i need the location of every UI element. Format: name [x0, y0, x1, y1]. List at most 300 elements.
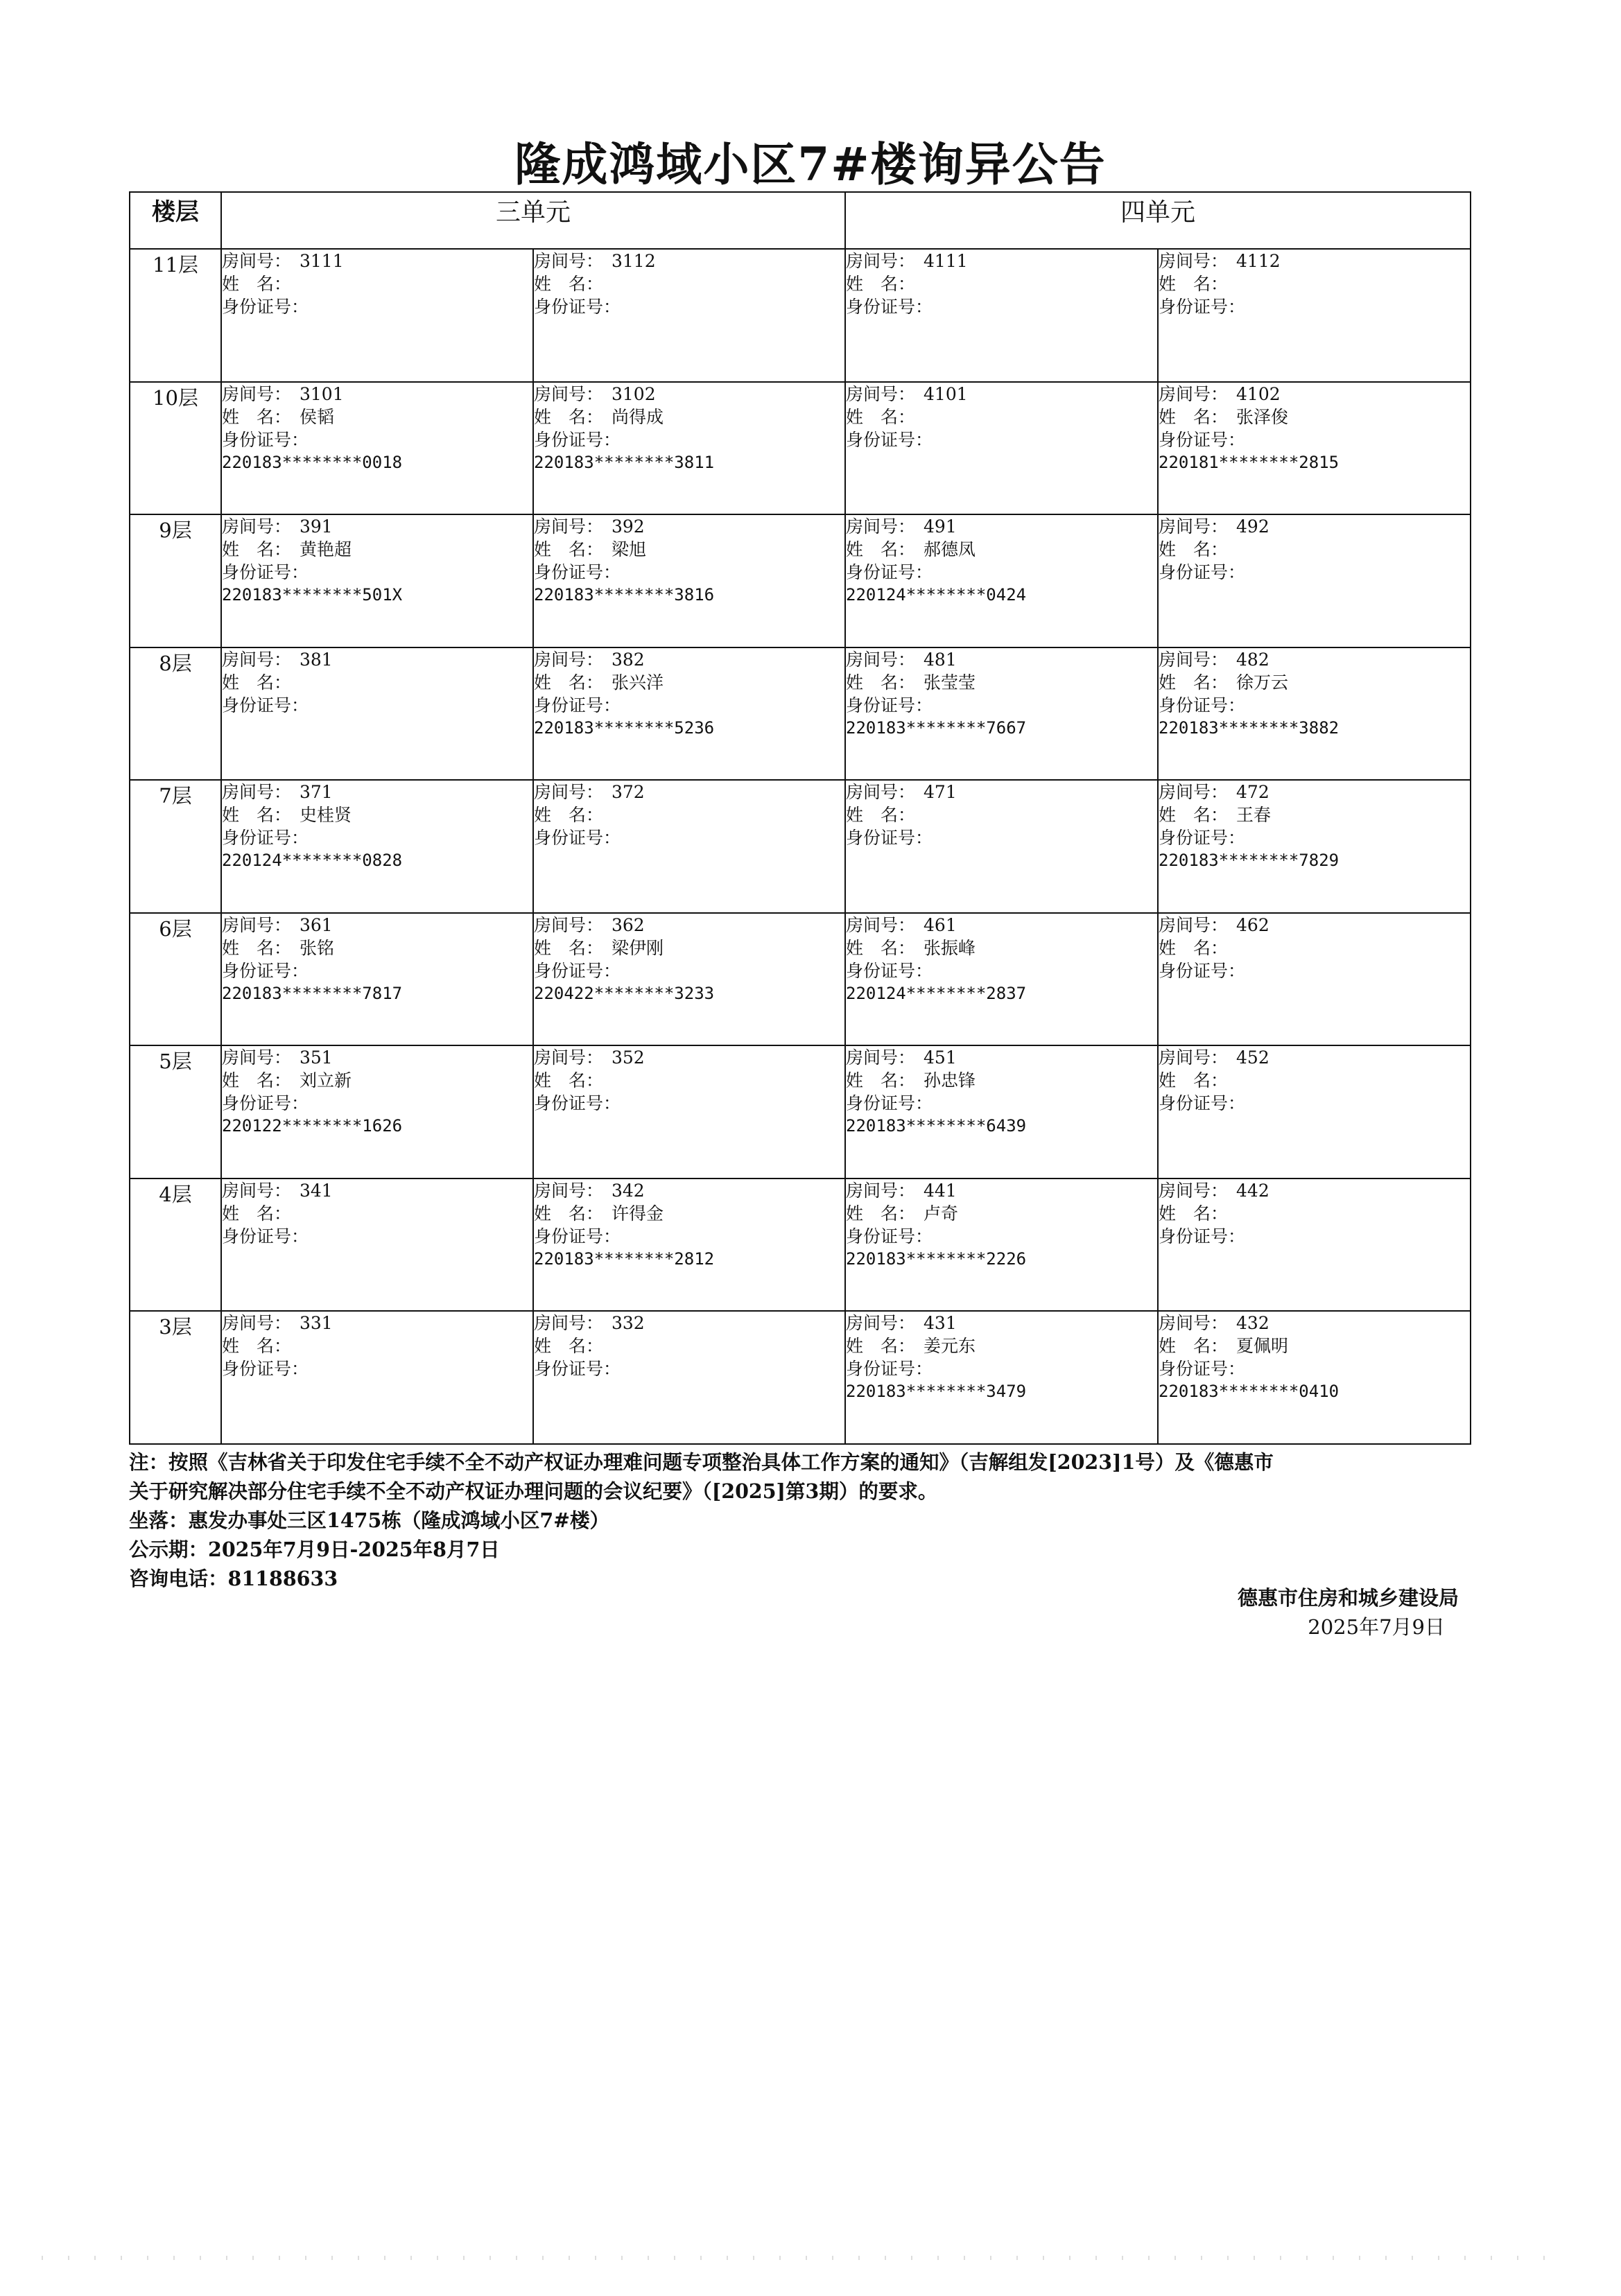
room-cell — [1158, 913, 1471, 1046]
id-number: 220183********7667 — [846, 718, 1027, 738]
room-number-value: 331 — [300, 1313, 333, 1333]
owner-name-value: 张振峰 — [924, 937, 976, 958]
owner-name-label: 姓 名： — [846, 672, 916, 693]
id-label: 身份证号： — [846, 429, 933, 450]
owner-name-value: 姜元东 — [924, 1336, 976, 1356]
room-number-label: 房间号： — [1159, 383, 1229, 404]
room-number-label: 房间号： — [534, 1180, 604, 1201]
owner-name-label: 姓 名： — [222, 805, 292, 825]
id-label: 身份证号： — [534, 1226, 621, 1246]
room-cell — [221, 249, 533, 382]
floor-label: 5层 — [130, 1045, 221, 1179]
room-cell — [1158, 249, 1471, 382]
owner-name-label: 姓 名： — [534, 539, 604, 559]
owner-name-label: 姓 名： — [1159, 937, 1229, 958]
room-cell — [533, 780, 845, 913]
id-label: 身份证号： — [222, 828, 309, 848]
owner-name-label: 姓 名： — [534, 805, 604, 825]
room-number-line — [534, 648, 844, 671]
owner-name-value: 梁旭 — [612, 539, 647, 559]
owner-name-line — [222, 538, 532, 561]
room-cell — [845, 1179, 1158, 1312]
owner-name-label: 姓 名： — [222, 406, 292, 427]
id-number: 220183********3816 — [534, 585, 715, 605]
id-label: 身份证号： — [534, 297, 621, 317]
owner-name-line — [846, 406, 1157, 428]
room-cell — [845, 780, 1158, 913]
room-cell — [221, 1045, 533, 1179]
room-number-line — [1159, 515, 1470, 538]
table-row — [130, 1045, 1471, 1179]
id-label: 身份证号： — [846, 695, 933, 715]
room-cell — [1158, 514, 1471, 647]
id-number: 220183********0410 — [1159, 1382, 1340, 1401]
room-number-value: 371 — [300, 782, 333, 802]
room-number-line — [222, 515, 532, 538]
room-number-label: 房间号： — [846, 1180, 916, 1201]
owner-name-line — [534, 937, 844, 959]
owner-name-line — [1159, 406, 1470, 428]
id-number: 220183********3882 — [1159, 718, 1340, 738]
room-number-line — [222, 781, 532, 803]
issue-date: 2025年7月9日 — [1308, 1615, 1445, 1639]
room-number-line — [534, 250, 844, 272]
owner-name-value: 孙忠锋 — [924, 1070, 976, 1090]
room-number-line — [846, 914, 1157, 937]
room-number-value: 352 — [612, 1047, 645, 1068]
room-number-label: 房间号： — [846, 516, 916, 537]
room-number-value: 362 — [612, 914, 645, 935]
room-number-line — [1159, 1312, 1470, 1334]
owner-name-value: 梁伊刚 — [612, 937, 664, 958]
owner-name-label: 姓 名： — [222, 672, 292, 693]
id-number: 220183********2812 — [534, 1249, 715, 1269]
notes-block — [129, 1447, 1474, 1593]
room-cell — [845, 1045, 1158, 1179]
room-cell — [533, 249, 845, 382]
owner-name-line — [846, 272, 1157, 295]
id-label: 身份证号： — [534, 828, 621, 848]
owner-name-value: 黄艳超 — [300, 539, 352, 559]
owner-name-label: 姓 名： — [846, 274, 916, 294]
room-number-line — [222, 1312, 532, 1334]
id-label: 身份证号： — [846, 297, 933, 317]
room-number-value: 481 — [924, 649, 957, 670]
table-row — [130, 1311, 1471, 1444]
owner-name-label: 姓 名： — [534, 1203, 604, 1224]
room-number-label: 房间号： — [1159, 649, 1229, 670]
id-number: 220183********7817 — [222, 983, 403, 1003]
id-label: 身份证号： — [222, 1226, 309, 1246]
room-number-value: 361 — [300, 914, 333, 935]
owner-name-line — [222, 272, 532, 295]
room-cell — [845, 514, 1158, 647]
owner-name-value: 侯韬 — [300, 406, 335, 427]
room-number-value: 472 — [1236, 782, 1269, 802]
room-number-value: 452 — [1236, 1047, 1269, 1068]
id-label: 身份证号： — [1159, 695, 1246, 715]
period-line: 公示期：2025年7月9日-2025年8月7日 — [129, 1538, 500, 1561]
id-label: 身份证号： — [222, 562, 309, 582]
owner-name-value: 史桂贤 — [300, 805, 352, 825]
room-number-label: 房间号： — [534, 782, 604, 802]
room-number-label: 房间号： — [534, 251, 604, 271]
room-number-label: 房间号： — [534, 1047, 604, 1068]
table-row — [130, 514, 1471, 647]
room-cell — [221, 514, 533, 647]
page-title: 隆成鸿域小区7#楼询异公告 — [514, 137, 1107, 191]
id-label: 身份证号： — [222, 960, 309, 981]
room-cell — [221, 647, 533, 781]
room-number-label: 房间号： — [846, 649, 916, 670]
room-number-value: 342 — [612, 1180, 645, 1201]
room-number-line — [846, 383, 1157, 406]
owner-name-line — [222, 937, 532, 959]
owner-name-label: 姓 名： — [222, 1203, 292, 1224]
room-number-value: 4111 — [924, 251, 968, 271]
room-cell — [533, 1311, 845, 1444]
owner-name-value: 卢奇 — [924, 1203, 959, 1224]
owner-name-label: 姓 名： — [222, 539, 292, 559]
owner-name-label: 姓 名： — [1159, 274, 1229, 294]
owner-name-line — [1159, 803, 1470, 826]
owner-name-line — [846, 937, 1157, 959]
owner-name-label: 姓 名： — [534, 937, 604, 958]
room-number-label: 房间号： — [1159, 516, 1229, 537]
room-number-line — [1159, 383, 1470, 406]
owner-name-label: 姓 名： — [1159, 672, 1229, 693]
id-number: 220181********2815 — [1159, 452, 1340, 472]
id-label: 身份证号： — [534, 1093, 621, 1113]
room-number-label: 房间号： — [846, 251, 916, 271]
floor-label: 8层 — [130, 647, 221, 781]
owner-name-line — [534, 272, 844, 295]
room-cell — [221, 1311, 533, 1444]
id-label: 身份证号： — [222, 297, 309, 317]
id-number: 220183********7829 — [1159, 851, 1340, 870]
room-number-value: 332 — [612, 1313, 645, 1333]
issuing-organization: 德惠市住房和城乡建设局 — [1237, 1586, 1459, 1610]
room-cell — [1158, 382, 1471, 515]
room-cell — [533, 913, 845, 1046]
id-number: 220422********3233 — [534, 983, 715, 1003]
room-number-label: 房间号： — [846, 782, 916, 802]
owner-name-label: 姓 名： — [222, 1070, 292, 1090]
room-number-value: 442 — [1236, 1180, 1269, 1201]
id-label: 身份证号： — [534, 429, 621, 450]
owner-name-value: 张铭 — [300, 937, 335, 958]
id-label: 身份证号： — [846, 828, 933, 848]
room-number-label: 房间号： — [1159, 251, 1229, 271]
owner-name-label: 姓 名： — [1159, 1070, 1229, 1090]
room-number-line — [222, 914, 532, 937]
owner-name-label: 姓 名： — [1159, 539, 1229, 559]
room-number-line — [534, 383, 844, 406]
owner-name-line — [846, 1202, 1157, 1225]
id-label: 身份证号： — [534, 695, 621, 715]
owner-name-line — [222, 406, 532, 428]
owner-name-label: 姓 名： — [534, 672, 604, 693]
room-number-value: 492 — [1236, 516, 1269, 537]
owner-name-label: 姓 名： — [222, 1336, 292, 1356]
owner-name-label: 姓 名： — [534, 274, 604, 294]
owner-name-label: 姓 名： — [534, 1336, 604, 1356]
room-table — [129, 191, 1471, 1445]
owner-name-line — [1159, 937, 1470, 959]
owner-name-label: 姓 名： — [1159, 1336, 1229, 1356]
room-number-value: 382 — [612, 649, 645, 670]
room-number-value: 392 — [612, 516, 645, 537]
unit4-header: 四单元 — [845, 192, 1471, 249]
id-number: 220183********3479 — [846, 1382, 1027, 1401]
room-cell — [221, 780, 533, 913]
owner-name-line — [222, 1334, 532, 1357]
room-number-value: 372 — [612, 782, 645, 802]
floor-label: 10层 — [130, 382, 221, 515]
id-label: 身份证号： — [1159, 828, 1246, 848]
room-number-value: 431 — [924, 1313, 957, 1333]
room-number-label: 房间号： — [534, 516, 604, 537]
owner-name-label: 姓 名： — [846, 937, 916, 958]
id-label: 身份证号： — [1159, 1093, 1246, 1113]
owner-name-value: 徐万云 — [1236, 672, 1289, 693]
id-label: 身份证号： — [846, 1226, 933, 1246]
table-row — [130, 249, 1471, 382]
owner-name-label: 姓 名： — [1159, 805, 1229, 825]
room-number-line — [1159, 1179, 1470, 1202]
id-number: 220183********3811 — [534, 452, 715, 472]
room-number-line — [222, 648, 532, 671]
room-number-line — [846, 1179, 1157, 1202]
id-number: 220183********0018 — [222, 452, 403, 472]
room-number-value: 471 — [924, 782, 957, 802]
owner-name-value: 张泽俊 — [1236, 406, 1289, 427]
owner-name-label: 姓 名： — [846, 1070, 916, 1090]
room-number-value: 441 — [924, 1180, 957, 1201]
id-label: 身份证号： — [534, 562, 621, 582]
owner-name-line — [534, 1334, 844, 1357]
scan-artifact-line — [42, 2256, 1567, 2260]
owner-name-label: 姓 名： — [1159, 1203, 1229, 1224]
room-cell — [533, 382, 845, 515]
owner-name-line — [534, 1202, 844, 1225]
room-number-value: 4102 — [1236, 383, 1281, 404]
id-number: 220124********0828 — [222, 851, 403, 870]
owner-name-line — [1159, 1202, 1470, 1225]
room-number-label: 房间号： — [846, 1047, 916, 1068]
id-label: 身份证号： — [1159, 960, 1246, 981]
room-number-label: 房间号： — [222, 251, 292, 271]
room-number-value: 3112 — [612, 251, 656, 271]
unit3-header: 三单元 — [221, 192, 845, 249]
room-number-label: 房间号： — [1159, 1180, 1229, 1201]
room-number-line — [1159, 1046, 1470, 1069]
room-cell — [221, 1179, 533, 1312]
owner-name-label: 姓 名： — [846, 1203, 916, 1224]
room-number-line — [1159, 250, 1470, 272]
room-number-label: 房间号： — [534, 1313, 604, 1333]
table-row — [130, 1179, 1471, 1312]
id-label: 身份证号： — [1159, 1226, 1246, 1246]
room-number-label: 房间号： — [534, 649, 604, 670]
owner-name-value: 许得金 — [612, 1203, 664, 1224]
room-number-line — [846, 1312, 1157, 1334]
room-cell — [1158, 1179, 1471, 1312]
owner-name-label: 姓 名： — [846, 1336, 916, 1356]
room-number-line — [1159, 648, 1470, 671]
owner-name-line — [846, 1069, 1157, 1092]
room-cell — [845, 249, 1158, 382]
id-number: 220183********2226 — [846, 1249, 1027, 1269]
room-number-label: 房间号： — [222, 782, 292, 802]
room-number-label: 房间号： — [1159, 1047, 1229, 1068]
room-number-line — [1159, 914, 1470, 937]
room-cell — [533, 514, 845, 647]
room-cell — [533, 1179, 845, 1312]
room-number-value: 4112 — [1236, 251, 1281, 271]
id-label: 身份证号： — [846, 960, 933, 981]
owner-name-value: 王春 — [1236, 805, 1272, 825]
note-line-2: 关于研究解决部分住宅手续不全不动产权证办理问题的会议纪要》（[2025]第3期）的要求。 — [129, 1479, 938, 1503]
id-label: 身份证号： — [1159, 297, 1246, 317]
owner-name-value: 尚得成 — [612, 406, 664, 427]
floor-label: 11层 — [130, 249, 221, 382]
owner-name-label: 姓 名： — [846, 539, 916, 559]
room-number-label: 房间号： — [846, 383, 916, 404]
room-number-line — [222, 1046, 532, 1069]
room-number-value: 3101 — [300, 383, 344, 404]
table-row — [130, 647, 1471, 781]
room-cell — [1158, 647, 1471, 781]
room-number-line — [534, 781, 844, 803]
id-label: 身份证号： — [846, 1093, 933, 1113]
owner-name-line — [222, 1069, 532, 1092]
room-cell — [221, 913, 533, 1046]
owner-name-line — [846, 1334, 1157, 1357]
floor-label: 4层 — [130, 1179, 221, 1312]
room-number-line — [222, 250, 532, 272]
room-number-line — [846, 648, 1157, 671]
id-label: 身份证号： — [846, 562, 933, 582]
floor-label: 6层 — [130, 913, 221, 1046]
floor-label: 9层 — [130, 514, 221, 647]
room-number-line — [534, 914, 844, 937]
floor-column-header: 楼层 — [130, 192, 221, 249]
owner-name-line — [222, 803, 532, 826]
room-cell — [845, 1311, 1158, 1444]
room-number-line — [534, 1046, 844, 1069]
room-number-label: 房间号： — [1159, 782, 1229, 802]
room-number-line — [1159, 781, 1470, 803]
id-number: 220183********5236 — [534, 718, 715, 738]
room-cell — [1158, 1311, 1471, 1444]
room-number-label: 房间号： — [222, 516, 292, 537]
room-number-value: 4101 — [924, 383, 968, 404]
floor-label: 3层 — [130, 1311, 221, 1444]
owner-name-label: 姓 名： — [846, 805, 916, 825]
room-cell — [1158, 780, 1471, 913]
owner-name-value: 夏佩明 — [1236, 1336, 1289, 1356]
room-number-label: 房间号： — [534, 914, 604, 935]
owner-name-line — [534, 803, 844, 826]
owner-name-line — [222, 1202, 532, 1225]
id-label: 身份证号： — [534, 1359, 621, 1379]
room-number-line — [534, 515, 844, 538]
room-number-label: 房间号： — [846, 1313, 916, 1333]
room-number-label: 房间号： — [222, 649, 292, 670]
owner-name-line — [846, 671, 1157, 694]
owner-name-line — [846, 803, 1157, 826]
room-number-line — [846, 781, 1157, 803]
room-number-value: 462 — [1236, 914, 1269, 935]
id-number: 220183********6439 — [846, 1116, 1027, 1136]
room-number-label: 房间号： — [1159, 914, 1229, 935]
room-cell — [845, 913, 1158, 1046]
room-number-line — [222, 383, 532, 406]
owner-name-label: 姓 名： — [1159, 406, 1229, 427]
owner-name-value: 郝德凤 — [924, 539, 976, 559]
room-cell — [533, 647, 845, 781]
id-number: 220183********501X — [222, 585, 403, 605]
room-number-value: 432 — [1236, 1313, 1269, 1333]
table-row — [130, 382, 1471, 515]
owner-name-label: 姓 名： — [222, 937, 292, 958]
id-label: 身份证号： — [222, 1359, 309, 1379]
owner-name-line — [534, 538, 844, 561]
owner-name-value: 刘立新 — [300, 1070, 352, 1090]
floor-label: 7层 — [130, 780, 221, 913]
room-number-value: 482 — [1236, 649, 1269, 670]
room-cell — [845, 647, 1158, 781]
id-number: 220122********1626 — [222, 1116, 403, 1136]
room-number-value: 341 — [300, 1180, 333, 1201]
room-number-line — [534, 1179, 844, 1202]
owner-name-label: 姓 名： — [222, 274, 292, 294]
room-cell — [533, 1045, 845, 1179]
room-number-line — [222, 1179, 532, 1202]
id-number: 220124********2837 — [846, 983, 1027, 1003]
table-row — [130, 913, 1471, 1046]
owner-name-value: 张兴洋 — [612, 672, 664, 693]
room-number-value: 391 — [300, 516, 333, 537]
note-line-1: 注：按照《吉林省关于印发住宅手续不全不动产权证办理难问题专项整治具体工作方案的通知》（吉解组发[2023]1号）及《德惠市 — [129, 1450, 1274, 1474]
id-label: 身份证号： — [222, 429, 309, 450]
room-cell — [1158, 1045, 1471, 1179]
owner-name-line — [846, 538, 1157, 561]
id-label: 身份证号： — [222, 1093, 309, 1113]
id-label: 身份证号： — [534, 960, 621, 981]
signature-block — [1238, 1583, 1459, 1642]
room-number-value: 491 — [924, 516, 957, 537]
room-number-value: 3102 — [612, 383, 656, 404]
owner-name-label: 姓 名： — [534, 1070, 604, 1090]
room-number-value: 351 — [300, 1047, 333, 1068]
room-number-label: 房间号： — [222, 914, 292, 935]
room-number-value: 461 — [924, 914, 957, 935]
owner-name-value: 张莹莹 — [924, 672, 976, 693]
room-number-label: 房间号： — [222, 1313, 292, 1333]
id-label: 身份证号： — [1159, 429, 1246, 450]
id-label: 身份证号： — [1159, 562, 1246, 582]
room-number-value: 3111 — [300, 251, 344, 271]
owner-name-line — [534, 1069, 844, 1092]
room-number-line — [846, 250, 1157, 272]
room-number-label: 房间号： — [1159, 1313, 1229, 1333]
table-row — [130, 780, 1471, 913]
owner-name-line — [1159, 1334, 1470, 1357]
room-cell — [221, 382, 533, 515]
room-number-label: 房间号： — [846, 914, 916, 935]
